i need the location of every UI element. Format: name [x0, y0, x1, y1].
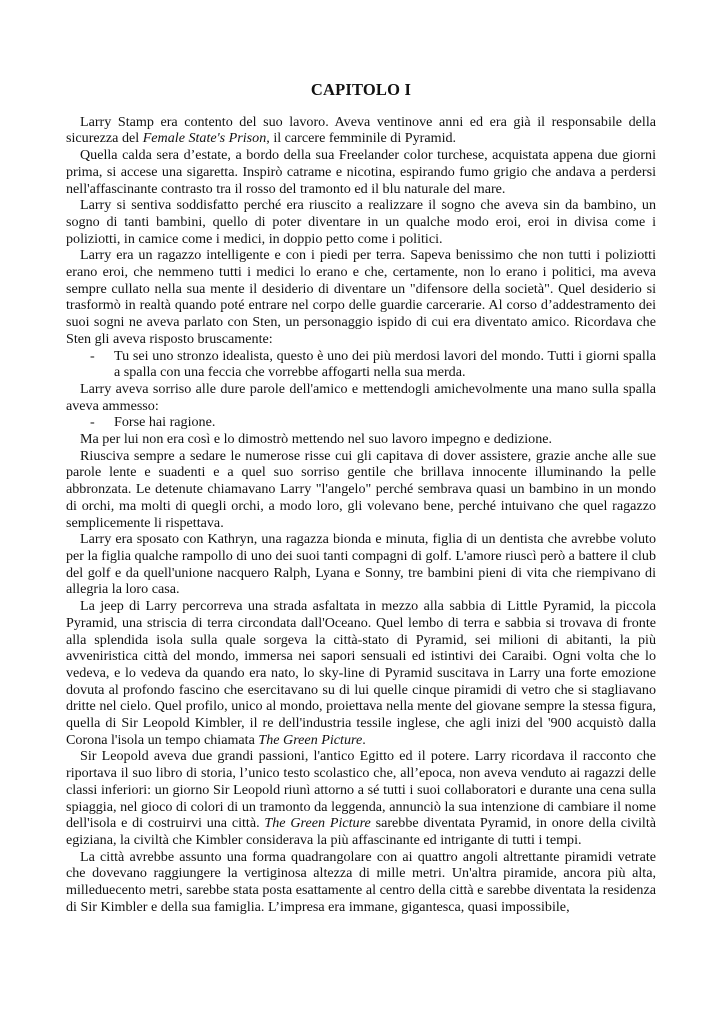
paragraph-3: Larry si sentiva soddisfatto perché era riuscito a realizzare il sogno che aveva sin da bambino, un sogno di tanti bambini, quello di poter diventare in un qualche modo eroi, eroi in divisa come i poliziotti, in camice come i medici, in doppio petto come i politici.	[66, 197, 656, 247]
paragraph-10	[66, 748, 656, 848]
paragraph-8: Larry era sposato con Kathryn, una ragazza bionda e minuta, figlia di un dentista che avrebbe voluto per la figlia qualche rampollo di uno dei suoi tanti compagni di golf. L'amore riuscì però a battere il club del golf e da quell'unione nacquero Ralph, Lyana e Sonny, tre bambini pieni di vita che riempivano di allegria la loro casa.	[66, 531, 656, 598]
document-page	[66, 82, 656, 915]
paragraph-11: La città avrebbe assunto una forma quadrangolare con ai quattro angoli altrettante piramidi vetrate che dovevano raggiungere la vertiginosa altezza di mille metri. Un'altra piramide, ancora più alta, milleduecento metri, sarebbe stata posta esattamente al centro della città e sarebbe diventata la residenza di Sir Kimbler e della sua famiglia. L’impresa era immane, gigantesca, quasi impossibile,	[66, 848, 656, 915]
italic-title: The Green Picture	[258, 731, 363, 748]
italic-title: The Green Picture	[264, 815, 371, 832]
dialogue-line-1	[90, 348, 656, 381]
dialogue-text: Tu sei uno stronzo idealista, questo è uno dei più merdosi lavori del mondo. Tutti i giorni spalla a spalla con una feccia che vorrebbe affogarti nella sua merda.	[114, 347, 656, 381]
dialogue-line-2	[90, 414, 656, 431]
paragraph-text: , il carcere femminile di Pyramid.	[266, 130, 457, 147]
paragraph-2: Quella calda sera d’estate, a bordo della sua Freelander color turchese, acquistata appena due giorni prima, si accese una sigaretta. Inspirò catrame e nicotina, espirando fumo grigio che andava a perdersi nell'affascinante contrasto tra il rosso del tramonto ed il blu naturale del mare.	[66, 147, 656, 197]
paragraph-text: Sir Leopold aveva due grandi passioni, l'antico Egitto ed il potere. Larry ricordava il racconto che riportava il suo libro di storia, l’unico testo scolastico che, all’epoca, non aveva venduto ai ragazzi delle classi inferiori: un giorno Sir Leopold riunì attorno a sé tutti i suoi collaboratori e durante una cena sulla spiaggia, nel gioco di colori di un tramonto da leggenda, annunciò la sua intenzione di cambiare il nome dell'isola e di costruirvi una città.	[66, 748, 656, 832]
paragraph-text: Larry Stamp era contento del suo lavoro. Aveva ventinove anni ed era già il responsabile della sicurezza del	[66, 113, 656, 147]
italic-title: Female State's Prison	[142, 130, 267, 147]
paragraph-text: La jeep di Larry percorreva una strada asfaltata in mezzo alla sabbia di Little Pyramid, la piccola Pyramid, una striscia di terra circondata dall'Oceano. Quel lembo di terra e sabbia si trovava di fronte alla splendida isola sulla quale sorgeva la città-stato di Pyramid, sei milioni di abitanti, la più avveniristica città del mondo, immersa nei sapori sensuali ed istintivi dei Caraibi. Ogni volta che lo vedeva, e lo vedeva da quando era nato, lo sky-line di Pyramid suscitava in Larry una forte emozione dovuta al profondo fascino che esercitavano su di lui quelle cinque piramidi di vetro che si stagliavano dritte nel cielo. Quel profilo, unico al mondo, proiettava nella mente del giovane sempre la stessa figura, quella di Sir Leopold Kimbler, il re dell'industria tessile inglese, che agli inizi del '900 acquistò dalla Corona l'isola un tempo chiamata	[66, 598, 656, 748]
chapter-title: CAPITOLO I	[310, 80, 412, 99]
paragraph-text: .	[362, 731, 366, 748]
paragraph-text: sarebbe diventata Pyramid, in onore della civiltà egiziana, la civiltà che Kimbler considerava la più affascinante ed intrigante di tutti i tempi.	[66, 815, 656, 848]
paragraph-4: Larry era un ragazzo intelligente e con i piedi per terra. Sapeva benissimo che non tutti i poliziotti erano eroi, che nemmeno tutti i medici lo erano e che, certamente, non lo erano i politici, ma aveva sempre cullato nella sua mente il desiderio di diventare un "difensore della società". Quel desiderio si trasformò in realtà quando poté entrare nel corpo delle guardie carcerarie. Al corso d’addestramento dei suoi sogni ne aveva parlato con Sten, un personaggio ispido di cui era diventato amico. Ricordava che Sten gli aveva risposto bruscamente:	[66, 247, 656, 347]
paragraph-9	[66, 598, 656, 748]
dialogue-text: Forse hai ragione.	[114, 414, 216, 431]
paragraph-5: Larry aveva sorriso alle dure parole dell'amico e mettendogli amichevolmente una mano sulla spalla aveva ammesso:	[66, 380, 656, 414]
dash-mark: -	[90, 347, 95, 364]
dash-mark: -	[90, 414, 95, 431]
paragraph-6: Ma per lui non era così e lo dimostrò mettendo nel suo lavoro impegno e dedizione.	[80, 431, 553, 448]
paragraph-1	[66, 114, 656, 147]
paragraph-7: Riusciva sempre a sedare le numerose risse cui gli capitava di dover assistere, grazie anche alle sue parole lente e suadenti e a quel suo sorriso gentile che brillava innocente illuminando la pelle abbronzata. Le detenute chiamavano Larry "l'angelo" perché sembrava quasi un bambino in un mondo di orchi, ma molti di quegli orchi, a modo loro, gli volevano bene, perché intuivano che quel ragazzo semplicemente li rispettava.	[66, 447, 656, 531]
